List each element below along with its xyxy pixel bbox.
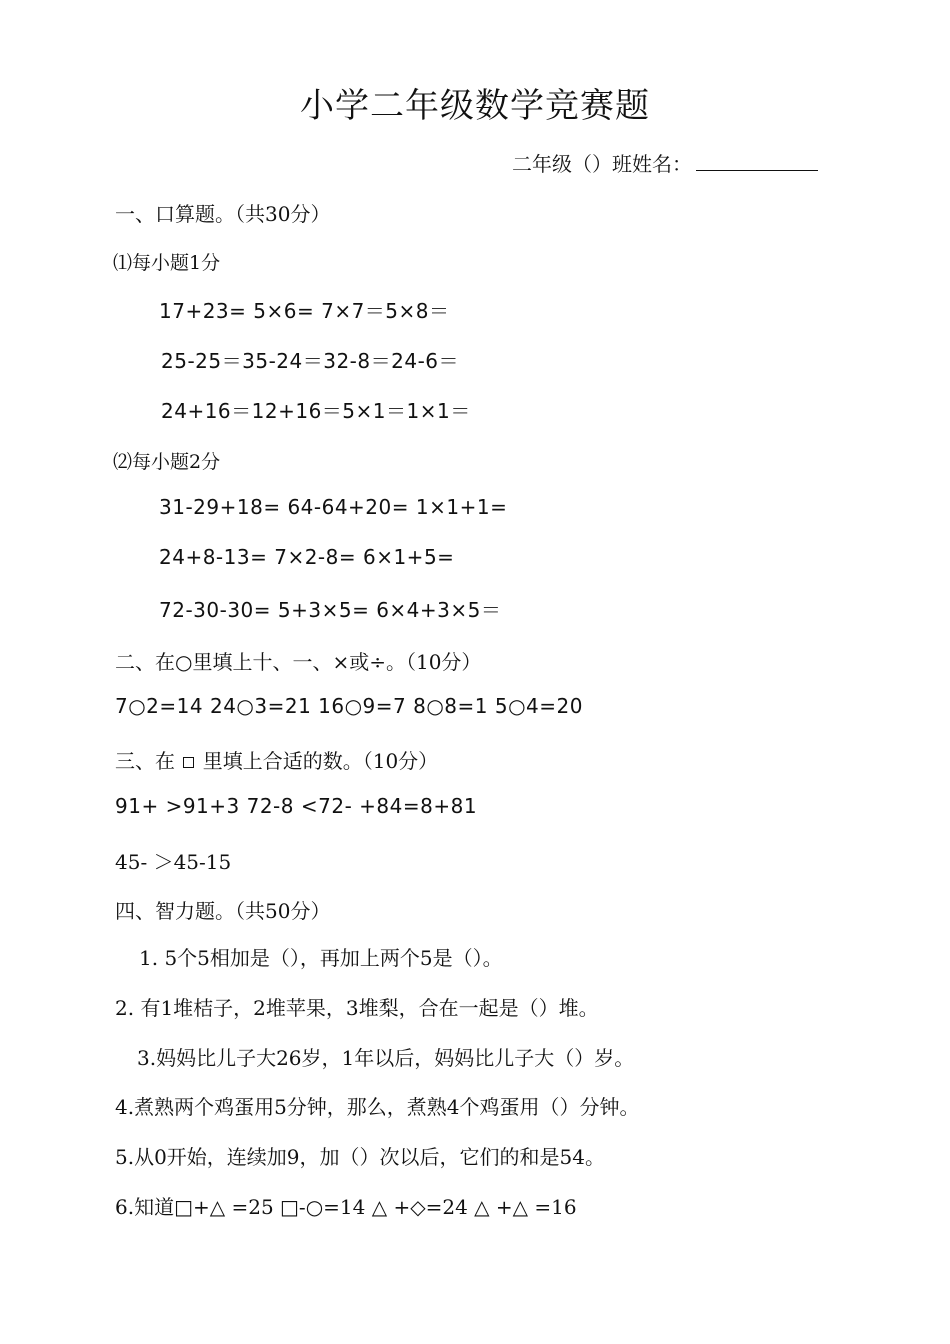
calc-row: 17+23= 5×6= 7×7＝5×8＝: [159, 299, 450, 323]
part-1-label: ⑴每小题1分: [113, 252, 221, 274]
question: 4.煮熟两个鸡蛋用5分钟，那么，煮熟4个鸡蛋用（）分钟。: [115, 1095, 640, 1119]
section-1-heading: 一、口算题。（共30分）: [115, 202, 331, 226]
class-name-line: [512, 148, 818, 177]
question: 5.从0开始，连续加9，加（）次以后，它们的和是54。: [115, 1145, 605, 1169]
calc-row: 24+16＝12+16＝5×1＝1×1＝: [161, 399, 471, 423]
question: 6.知道□+△ =25 □-○=14 △ +◇=24 △ +△ =16: [115, 1195, 577, 1219]
operator-row: 7○2=14 24○3=21 16○9=7 8○8=1 5○4=20: [115, 694, 583, 718]
question: 1. 5个5相加是（），再加上两个5是（）。: [139, 946, 503, 970]
page-title: 小学二年级数学竞赛题: [300, 86, 650, 126]
section-3-heading-suffix: 里填上合适的数。（10分）: [202, 749, 439, 773]
question: 2. 有1堆桔子，2堆苹果，3堆梨，合在一起是（）堆。: [115, 996, 599, 1020]
calc-row: 72-30-30= 5+3×5= 6×4+3×5＝: [159, 598, 502, 622]
square-icon: [183, 757, 194, 768]
calc-row: 24+8-13= 7×2-8= 6×1+5=: [159, 545, 455, 569]
section-4-heading: 四、智力题。（共50分）: [115, 899, 331, 923]
compare-row: 91+ >91+3 72-8 <72- +84=8+81: [115, 794, 478, 818]
compare-row: 45- ＞45-15: [115, 850, 232, 874]
part-2-label: ⑵每小题2分: [113, 451, 221, 473]
question: 3.妈妈比儿子大26岁，1年以后，妈妈比儿子大（）岁。: [137, 1046, 635, 1070]
section-3-heading-prefix: 三、在: [115, 749, 175, 773]
section-3-heading: [115, 745, 438, 774]
calc-row: 25-25＝35-24＝32-8＝24-6＝: [161, 349, 460, 373]
class-name-label: 二年级（）班姓名：: [512, 152, 692, 176]
section-2-heading: 二、在○里填上十、一、×或÷。（10分）: [115, 650, 482, 674]
calc-row: 31-29+18= 64-64+20= 1×1+1=: [159, 495, 508, 519]
name-blank: [696, 150, 818, 171]
